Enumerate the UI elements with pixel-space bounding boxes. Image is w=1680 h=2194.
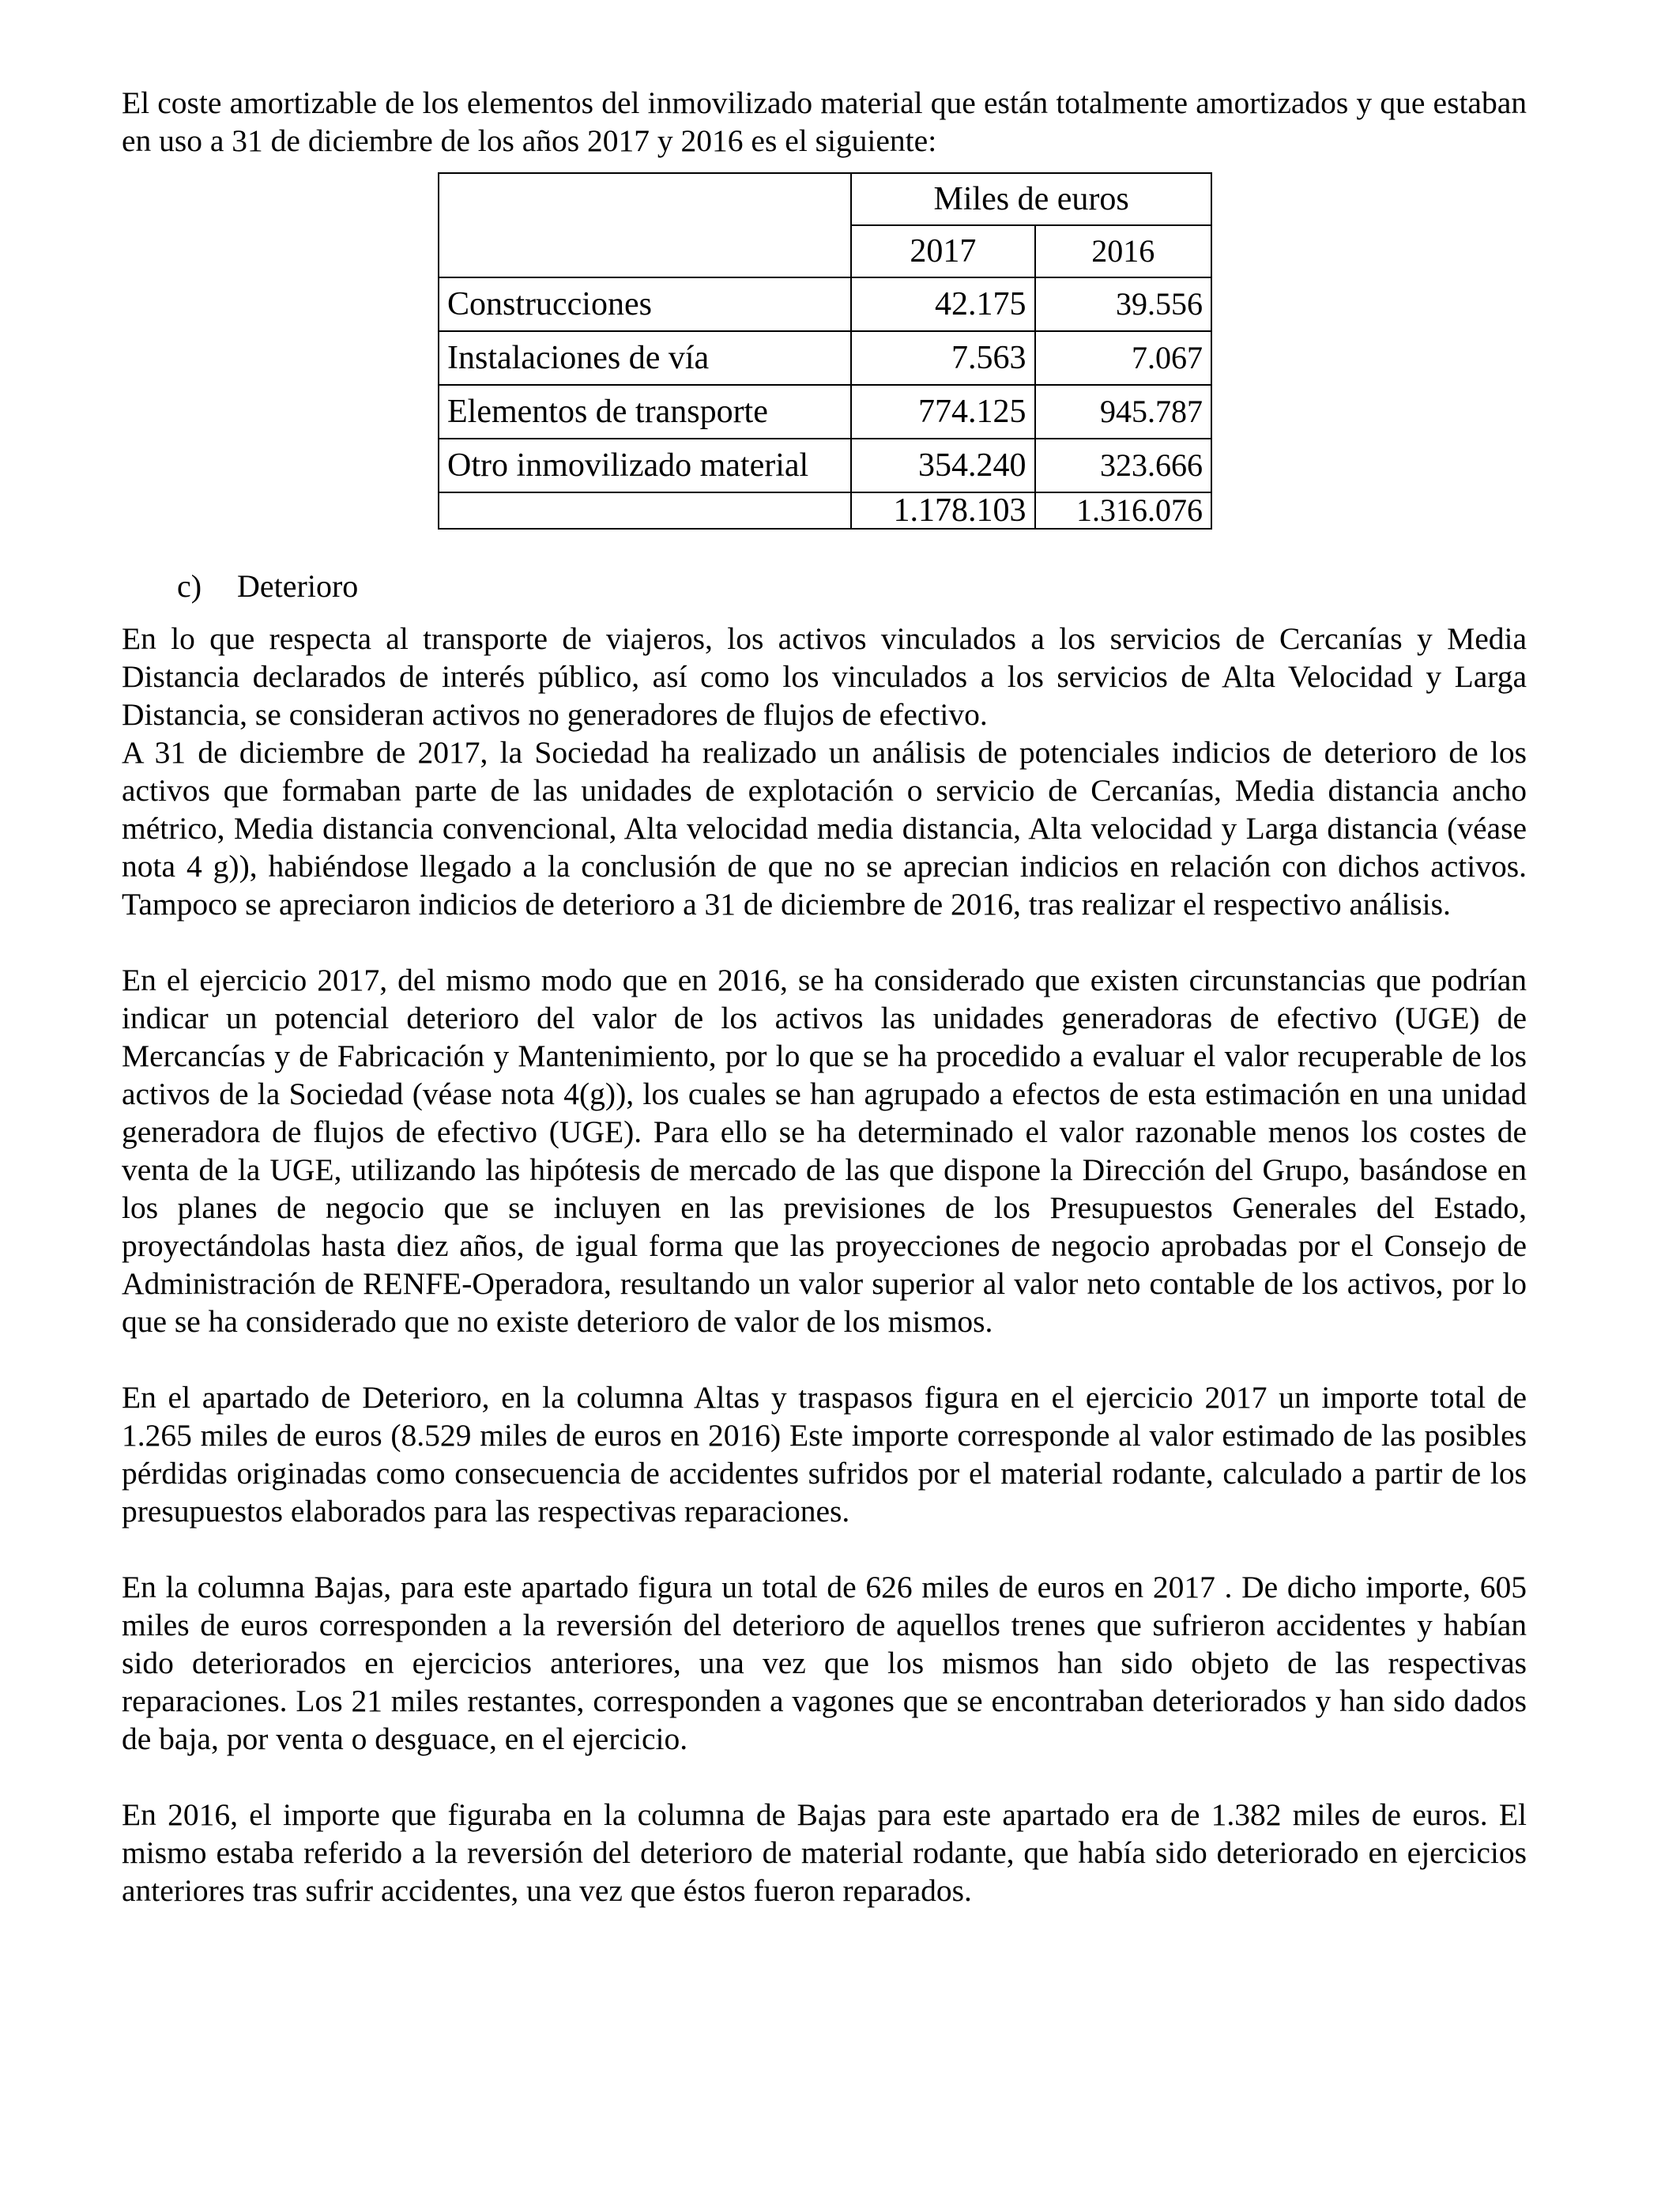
section-title: Deterioro: [237, 568, 359, 604]
paragraph-2: A 31 de diciembre de 2017, la Sociedad ha realizado un análisis de potenciales indicios de deterioro de los activos que formaban parte de las unidades de explotación o servicio de Cercanías, Media distancia ancho métrico, Media distancia convencional, Alta velocidad media distancia, Alta velocidad y Larga distancia (véase nota 4 g)), habiéndose llegado a la conclusión de que no se aprecian indicios en relación con dichos activos. Tampoco se apreciaron indicios de deterioro a 31 de diciembre de 2016, tras realizar el respectivo análisis.: [122, 735, 1527, 922]
total-2017: 1.178.103: [851, 492, 1034, 529]
value-2017: 7.563: [851, 331, 1034, 385]
row-label: Construcciones: [439, 277, 851, 331]
paragraph-gap: [122, 1340, 1527, 1378]
table-row: [439, 439, 1211, 492]
value-2016: 945.787: [1035, 385, 1211, 439]
paragraph-4: En el apartado de Deterioro, en la columna Altas y traspasos figura en el ejercicio 2017 un importe total de 1.265 miles de euros (8.529 miles de euros en 2016) Este importe corresponde al valor estimado de las posibles pérdidas originadas como consecuencia de accidentes sufridos por el material rodante, calculado a partir de los presupuestos elaborados para las respectivas reparaciones.: [122, 1380, 1527, 1529]
table-header-row: [439, 173, 1211, 225]
paragraph-gap: [122, 1758, 1527, 1796]
paragraph-gap: [122, 1530, 1527, 1568]
amortized-assets-table: [438, 172, 1212, 530]
section-heading-deterioro: [177, 567, 1527, 605]
total-2016: 1.316.076: [1035, 492, 1211, 529]
value-2016: 39.556: [1035, 277, 1211, 331]
value-2017: 42.175: [851, 277, 1034, 331]
section-marker: c): [177, 568, 202, 604]
total-label-cell: [439, 492, 851, 529]
paragraph-5: En la columna Bajas, para este apartado figura un total de 626 miles de euros en 2017 . De dicho importe, 605 miles de euros corresponden a la reversión del deterioro de aquellos trenes que sufrieron accidentes y habían sido deteriorados en ejercicios anteriores, una vez que los mismos han sido objeto de las respectivas reparaciones. Los 21 miles restantes, corresponden a vagones que se encontraban deteriorados y han sido dados de baja, por venta o desguace, en el ejercicio.: [122, 1570, 1527, 1756]
year-header-2017: 2017: [851, 225, 1034, 277]
unit-header: Miles de euros: [851, 173, 1211, 225]
value-2016: 323.666: [1035, 439, 1211, 492]
table-row: [439, 277, 1211, 331]
paragraph-1: En lo que respecta al transporte de viajeros, los activos vinculados a los servicios de Cercanías y Media Distancia declarados de interés público, así como los vinculados a los servicios de Alta Velocidad y Larga Distancia, se consideran activos no generadores de flujos de efectivo.: [122, 621, 1527, 732]
document-page: [122, 84, 1527, 1909]
row-label: Elementos de transporte: [439, 385, 851, 439]
intro-paragraph: El coste amortizable de los elementos del inmovilizado material que están totalmente amortizados y que estaban en uso a 31 de diciembre de los años 2017 y 2016 es el siguiente:: [122, 85, 1527, 158]
value-2017: 774.125: [851, 385, 1034, 439]
paragraph-6: En 2016, el importe que figuraba en la columna de Bajas para este apartado era de 1.382 miles de euros. El mismo estaba referido a la reversión del deterioro de material rodante, que había sido deteriorado en ejercicios anteriores tras sufrir accidentes, una vez que éstos fueron reparados.: [122, 1797, 1527, 1908]
table-row: [439, 331, 1211, 385]
row-label: Instalaciones de vía: [439, 331, 851, 385]
table-total-row: [439, 492, 1211, 529]
value-2017: 354.240: [851, 439, 1034, 492]
value-2016: 7.067: [1035, 331, 1211, 385]
table-corner-cell: [439, 173, 851, 277]
paragraph-gap: [122, 923, 1527, 961]
year-header-2016: 2016: [1035, 225, 1211, 277]
amortized-assets-table-wrapper: [438, 172, 1212, 530]
paragraph-3: En el ejercicio 2017, del mismo modo que en 2016, se ha considerado que existen circunstancias que podrían indicar un potencial deterioro del valor de los activos las unidades generadoras de efectivo (UGE) de Mercancías y de Fabricación y Mantenimiento, por lo que se ha procedido a evaluar el valor recuperable de los activos de la Sociedad (véase nota 4(g)), los cuales se han agrupado a efectos de esta estimación en una unidad generadora de flujos de efectivo (UGE). Para ello se ha determinado el valor razonable menos los costes de venta de la UGE, utilizando las hipótesis de mercado de las que dispone la Dirección del Grupo, basándose en los planes de negocio que se incluyen en las previsiones de los Presupuestos Generales del Estado, proyectándolas hasta diez años, de igual forma que las proyecciones de negocio aprobadas por el Consejo de Administración de RENFE-Operadora, resultando un valor superior al valor neto contable de los activos, por lo que se ha considerado que no existe deterioro de valor de los mismos.: [122, 963, 1527, 1339]
table-row: [439, 385, 1211, 439]
row-label: Otro inmovilizado material: [439, 439, 851, 492]
